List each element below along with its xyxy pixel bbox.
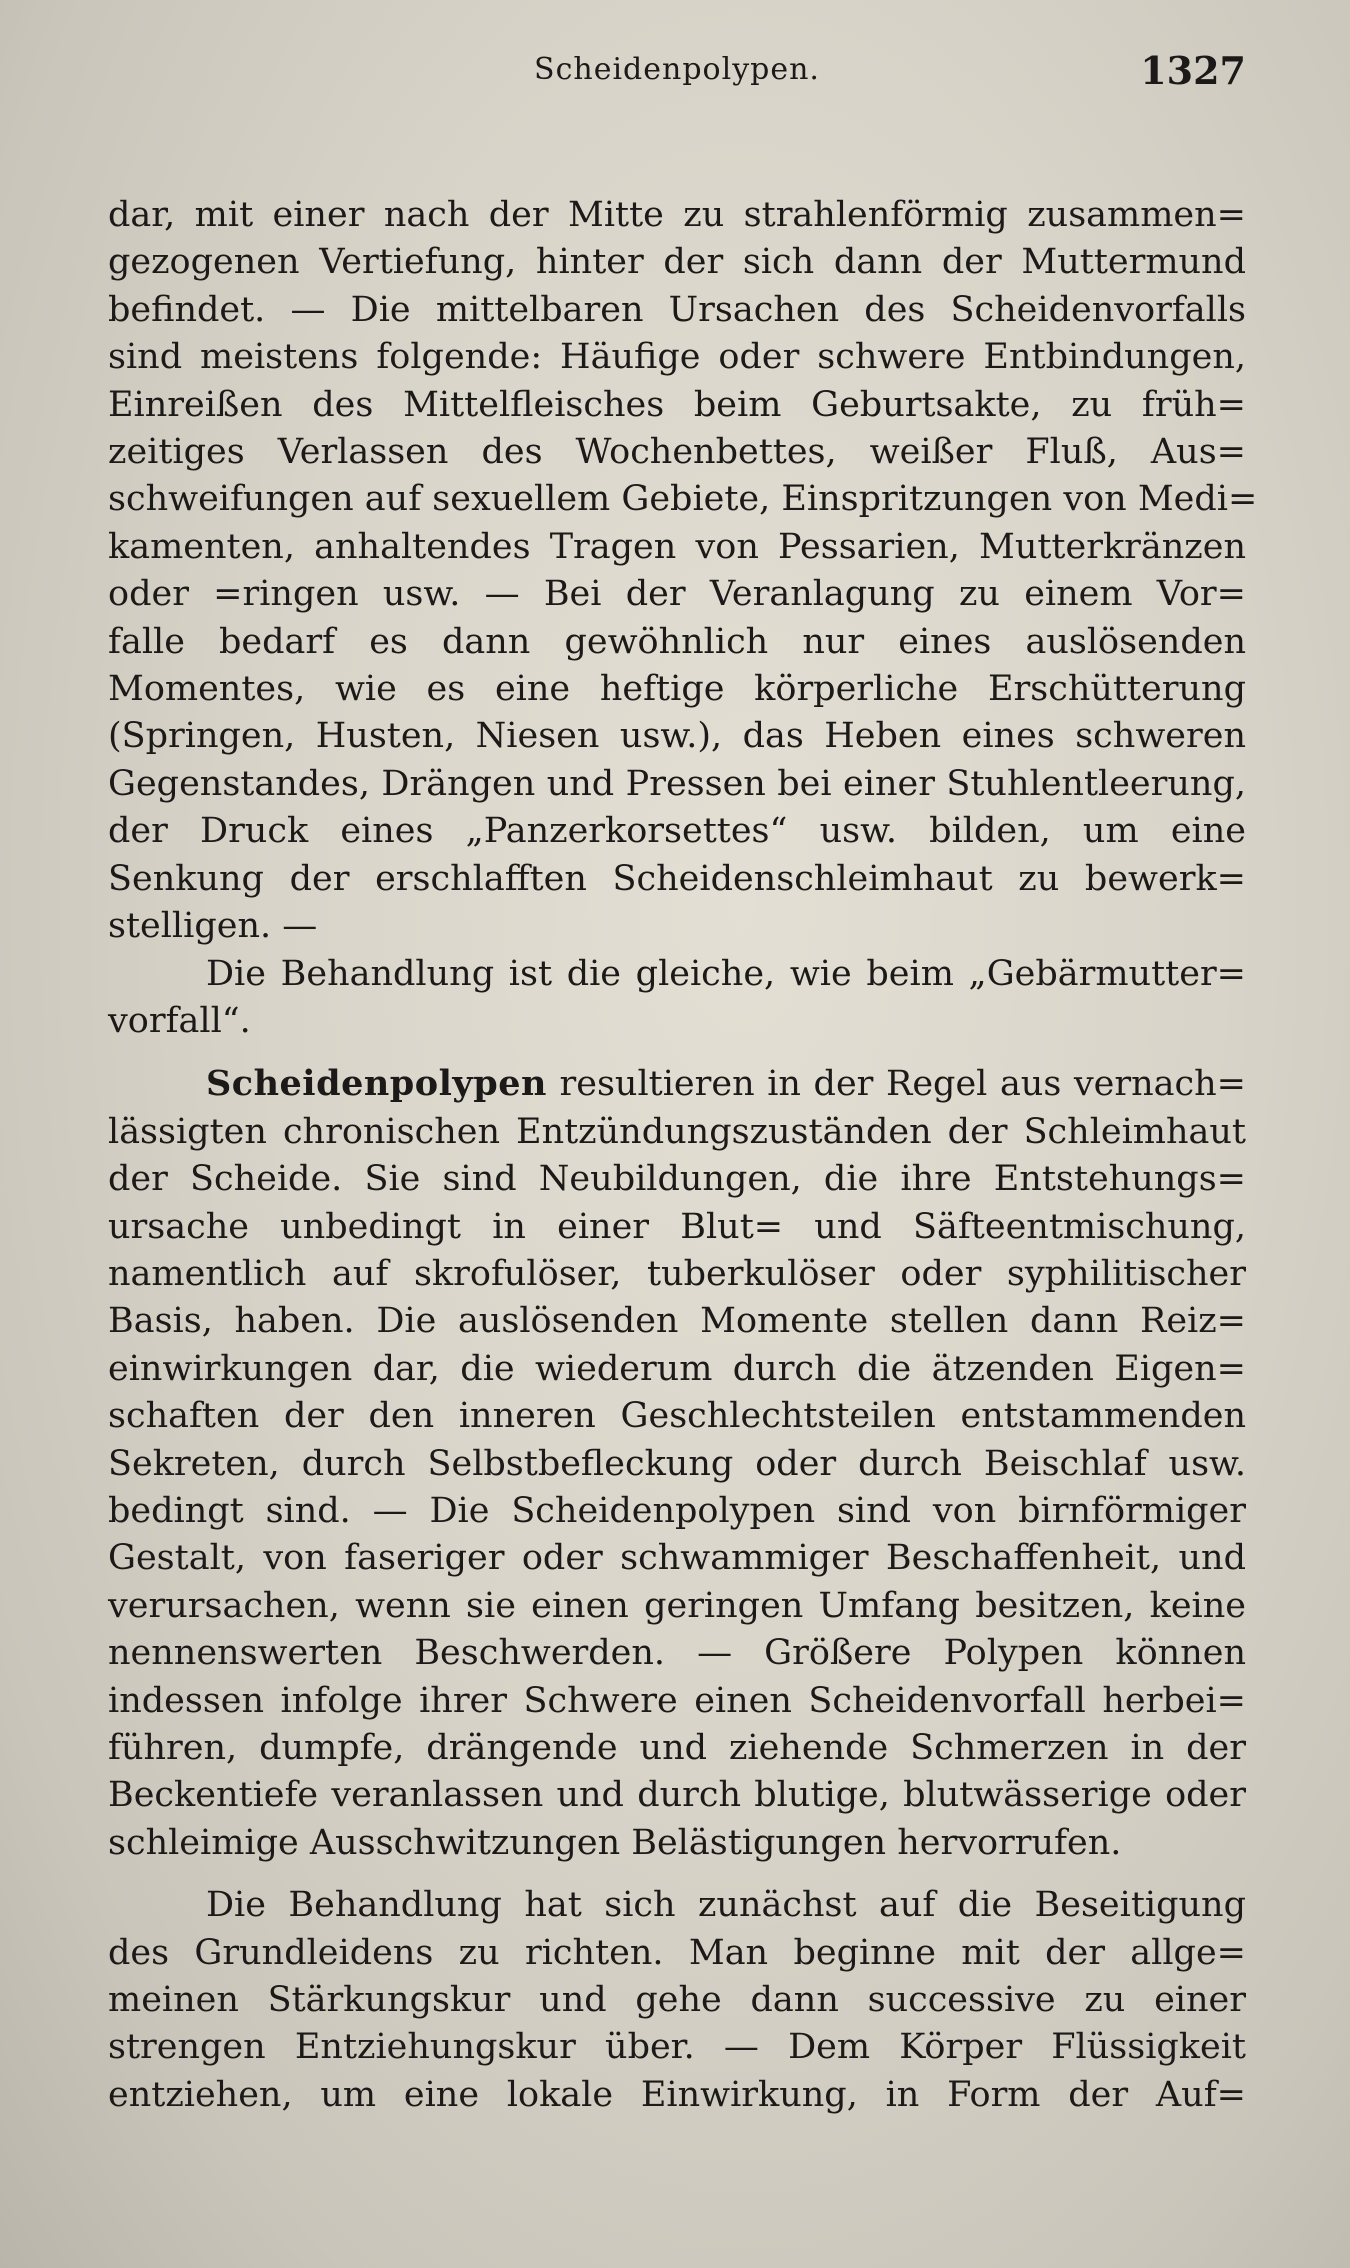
paragraph-vorfall-treatment (108, 951, 1246, 1046)
text-line: schleimige Ausschwitzungen Belästigungen hervorrufen. (108, 1822, 1122, 1863)
text-line: oder =ringen usw. — Bei der Veranlagung zu einem Vor= (108, 574, 1246, 615)
text-line: verursachen, wenn sie einen geringen Umfang besitzen, keine (108, 1585, 1246, 1626)
text-line: (Springen, Husten, Niesen usw.), das Heben eines schweren (108, 716, 1246, 757)
text-line: Momentes, wie es eine heftige körperliche Erschütterung (108, 669, 1246, 710)
text-line: lässigten chronischen Entzündungszuständen der Schleimhaut (108, 1111, 1246, 1152)
headword-line-rest: resultieren in der Regel aus vernach= (546, 1064, 1246, 1105)
text-line: schweifungen auf sexuellem Gebiete, Einspritzungen von Medi= (108, 479, 1258, 520)
text-line: stelligen. — (108, 906, 318, 947)
text-line: strengen Entziehungskur über. — Dem Körper Flüssigkeit (108, 2027, 1246, 2068)
text-line: einwirkungen dar, die wiederum durch die ätzenden Eigen= (108, 1348, 1246, 1389)
text-line: ursache unbedingt in einer Blut= und Säfteentmischung, (108, 1206, 1246, 1247)
paragraph-gap (108, 1045, 1246, 1060)
text-line: zeitiges Verlassen des Wochenbettes, weißer Fluß, Aus= (108, 432, 1246, 473)
text-line: entziehen, um eine lokale Einwirkung, in Form der Auf= (108, 2074, 1246, 2115)
text-line: des Grundleidens zu richten. Man beginne mit der allge= (108, 1932, 1246, 1973)
text-line: dar, mit einer nach der Mitte zu strahlenförmig zusammen= (108, 195, 1246, 235)
body-text (108, 192, 1258, 2119)
paragraph-polypen-treatment (108, 1882, 1246, 2119)
running-title: Scheidenpolypen. (534, 52, 820, 87)
paragraph-gap (108, 1867, 1246, 1882)
entry-scheidenpolypen (108, 1060, 1246, 1867)
text-line: namentlich auf skrofulöser, tuberkulöser oder syphilitischer (108, 1253, 1246, 1294)
text-line: gezogenen Vertiefung, hinter der sich dann der Muttermund (108, 242, 1246, 283)
text-line: führen, dumpfe, drängende und ziehende Schmerzen in der (108, 1728, 1246, 1768)
text-line: Sekreten, durch Selbstbefleckung oder durch Beischlaf usw. (108, 1443, 1246, 1484)
text-line: der Druck eines „Panzerkorsettes“ usw. bilden, um eine (108, 811, 1246, 852)
text-line: vorfall“. (108, 1000, 251, 1041)
text-line: meinen Stärkungskur und gehe dann successive zu einer (108, 1980, 1246, 2021)
paragraph-vorfall-causes (108, 192, 1258, 951)
text-line: Gegenstandes, Drängen und Pressen bei einer Stuhlentleerung, (108, 763, 1246, 804)
text-line: schaften der den inneren Geschlechtsteilen entstammenden (108, 1396, 1246, 1437)
text-line: befindet. — Die mittelbaren Ursachen des Scheidenvorfalls (108, 289, 1246, 330)
text-line: der Scheide. Sie sind Neubildungen, die ihre Entstehungs= (108, 1159, 1246, 1200)
text-line: indessen infolge ihrer Schwere einen Scheidenvorfall herbei= (108, 1680, 1246, 1721)
page-number: 1327 (1140, 48, 1246, 93)
text-line: Beckentiefe veranlassen und durch blutige, blutwässerige oder (108, 1775, 1246, 1816)
text-line: Gestalt, von faseriger oder schwammiger Beschaffenheit, und (108, 1538, 1246, 1579)
text-line: Einreißen des Mittelfleisches beim Geburtsakte, zu früh= (108, 384, 1246, 425)
text-line: sind meistens folgende: Häufige oder schwere Entbindungen, (108, 337, 1246, 378)
text-line (108, 1060, 1246, 1108)
text-line: falle bedarf es dann gewöhnlich nur eines auslösenden (108, 621, 1246, 662)
text-line: Basis, haben. Die auslösenden Momente stellen dann Reiz= (108, 1301, 1246, 1342)
text-line: kamenten, anhaltendes Tragen von Pessarien, Mutterkränzen (108, 526, 1246, 567)
text-line: Die Behandlung ist die gleiche, wie beim „Gebärmutter= (206, 953, 1246, 994)
entry-headword: Scheidenpolypen (206, 1063, 547, 1105)
text-line: Die Behandlung hat sich zunächst auf die Beseitigung (206, 1885, 1246, 1926)
text-line: Senkung der erschlafften Scheidenschleimhaut zu bewerk= (108, 858, 1246, 899)
running-head (108, 48, 1246, 110)
text-line: nennenswerten Beschwerden. — Größere Polypen können (108, 1633, 1246, 1674)
text-line: bedingt sind. — Die Scheidenpolypen sind von birnförmiger (108, 1490, 1246, 1531)
